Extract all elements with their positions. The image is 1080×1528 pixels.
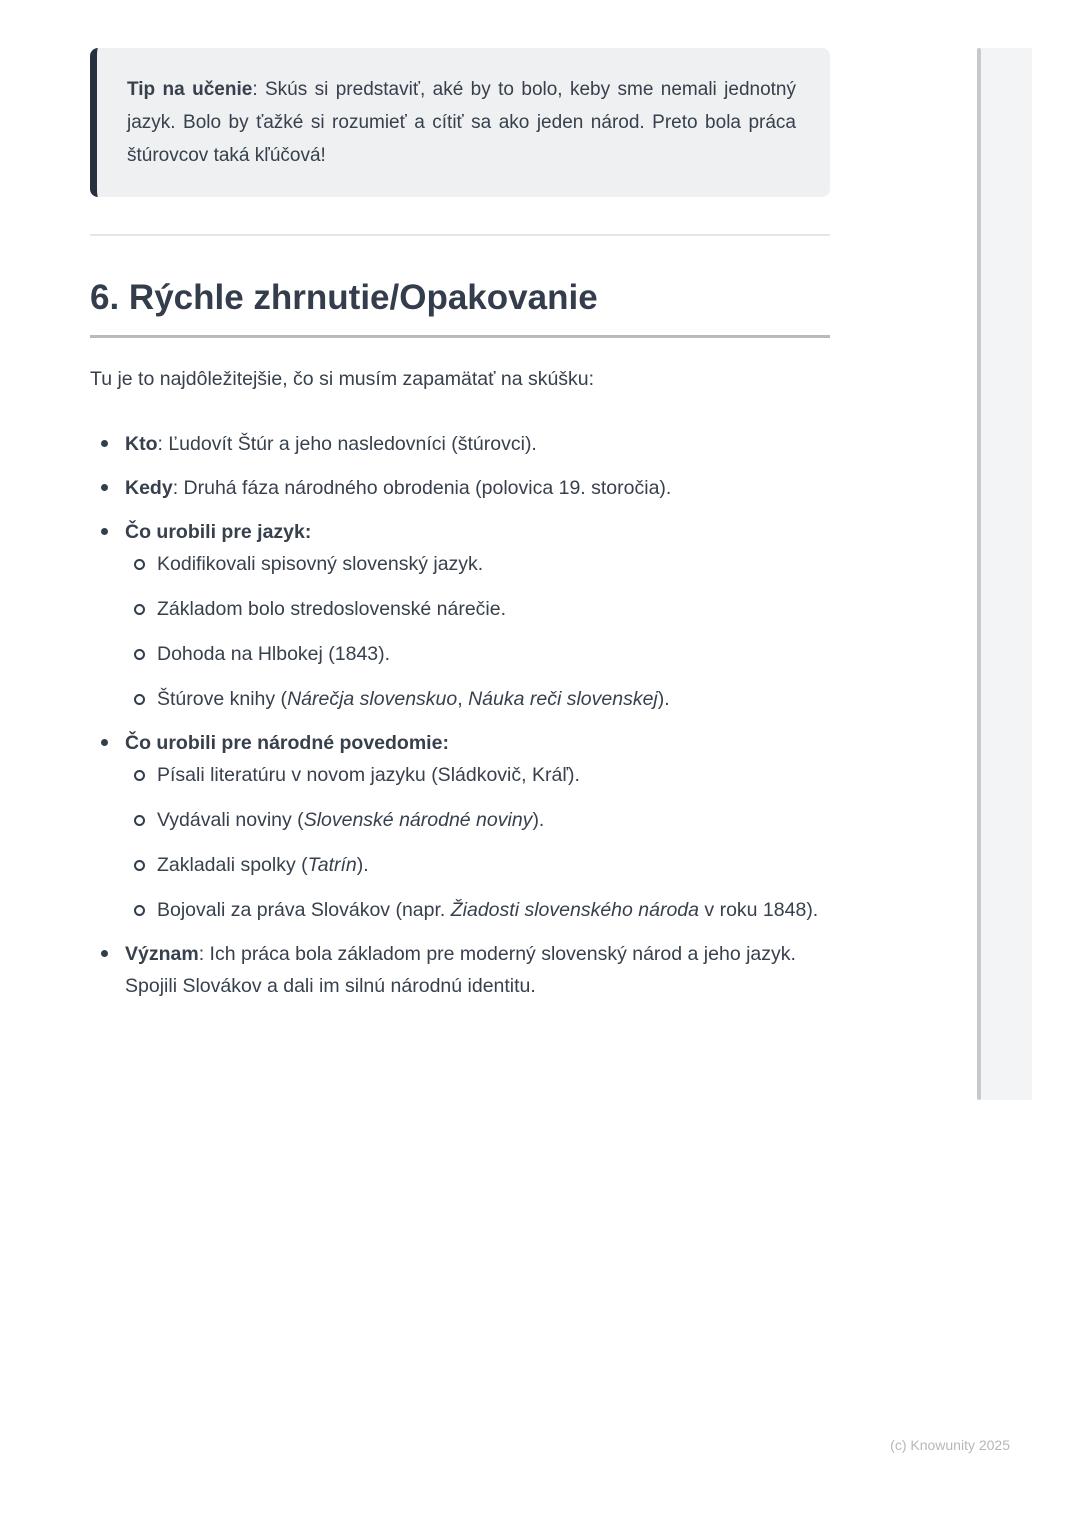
footer-copyright: (c) Knowunity 2025 bbox=[890, 1437, 1010, 1453]
sub-list-item bbox=[125, 683, 830, 715]
text-segment: Náuka reči slovenskej bbox=[468, 688, 658, 710]
text-segment: Čo urobili pre jazyk: bbox=[125, 521, 312, 543]
text-segment: Písali literatúru v novom jazyku (Sládkovič, Kráľ). bbox=[157, 764, 580, 786]
section-divider bbox=[90, 234, 830, 236]
text-segment: Štúrove knihy ( bbox=[157, 688, 288, 710]
sub-list-item bbox=[125, 593, 830, 625]
text-segment: Základom bolo stredoslovenské nárečie. bbox=[157, 598, 507, 620]
content-column bbox=[90, 0, 830, 1014]
list-item bbox=[90, 472, 830, 504]
text-segment: ). bbox=[356, 854, 369, 876]
text-segment: Vydávali noviny ( bbox=[157, 809, 304, 831]
tip-callout-box bbox=[90, 48, 830, 197]
text-segment: Slovenské národné noviny bbox=[303, 809, 533, 831]
text-segment: Zakladali spolky ( bbox=[157, 854, 308, 876]
text-segment: : Ich práca bola základom pre moderný slovenský národ a jeho jazyk. Spojili Slovákov a dali im silnú národnú identitu. bbox=[125, 943, 796, 997]
text-segment: , bbox=[457, 688, 469, 710]
text-segment: ). bbox=[657, 688, 670, 710]
text-segment: v roku 1848). bbox=[699, 899, 819, 921]
text-segment: Nárečja slovenskuo bbox=[287, 688, 458, 710]
text-segment: Tatrín bbox=[307, 854, 357, 876]
text-segment: Tip na učenie bbox=[127, 79, 253, 100]
sub-list-item bbox=[125, 894, 830, 926]
summary-list bbox=[90, 428, 830, 1002]
sub-list-item bbox=[125, 759, 830, 791]
text-segment: : Skús si predstaviť, aké by to bolo, keby sme nemali jednotný jazyk. Bolo by ťažké si rozumieť a cítiť sa ako jeden národ. Preto bola práca štúrovcov taká kľúčová! bbox=[127, 79, 796, 166]
text-segment: Čo urobili pre národné povedomie: bbox=[125, 732, 449, 754]
sub-list-item bbox=[125, 548, 830, 580]
text-segment: : Druhá fáza národného obrodenia (polovica 19. storočia). bbox=[172, 477, 672, 499]
intro-paragraph: Tu je to najdôležitejšie, čo si musím zapamätať na skúšku: bbox=[90, 368, 595, 390]
sub-list bbox=[125, 759, 830, 926]
side-panel bbox=[981, 48, 1032, 1100]
text-segment: Bojovali za práva Slovákov (napr. bbox=[157, 899, 451, 921]
sub-list-item bbox=[125, 804, 830, 836]
text-segment: : Ľudovít Štúr a jeho nasledovníci (štúrovci). bbox=[157, 433, 537, 455]
text-segment: Kedy bbox=[125, 477, 173, 499]
list-item bbox=[90, 938, 830, 1002]
list-item bbox=[90, 428, 830, 460]
sub-list-item bbox=[125, 849, 830, 881]
text-segment: Kodifikovali spisovný slovenský jazyk. bbox=[157, 553, 484, 575]
list-item bbox=[90, 727, 830, 926]
list-item bbox=[90, 516, 830, 715]
text-segment: Kto bbox=[125, 433, 158, 455]
sub-list bbox=[125, 548, 830, 715]
text-segment: ). bbox=[532, 809, 545, 831]
text-segment: Dohoda na Hlbokej (1843). bbox=[157, 643, 391, 665]
tip-text bbox=[127, 73, 796, 172]
text-segment: Žiadosti slovenského národa bbox=[450, 899, 699, 921]
text-segment: Význam bbox=[125, 943, 199, 965]
section-heading: 6. Rýchle zhrnutie/Opakovanie bbox=[90, 276, 830, 338]
sub-list-item bbox=[125, 638, 830, 670]
